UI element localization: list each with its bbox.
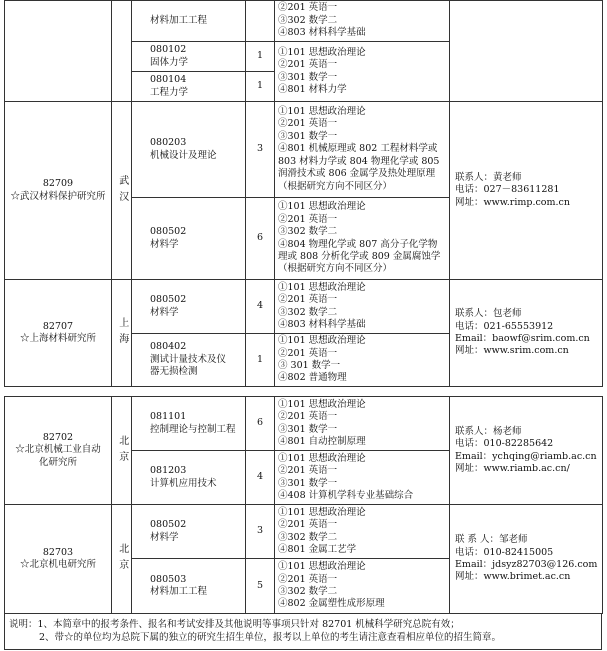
major-cell <box>132 280 246 334</box>
major-name: 材料加工工程 <box>150 586 208 597</box>
subjects-cell <box>275 42 450 102</box>
count-cell: 4 <box>246 280 275 334</box>
subject-line: ④804 物理化学或 807 高分子化学物 <box>278 238 438 250</box>
institute-code: 82703 <box>42 546 74 558</box>
count-cell: 5 <box>246 559 275 614</box>
subject-line: ②201 英语一 <box>278 213 338 225</box>
institute-cell <box>5 280 112 387</box>
institute-cell <box>5 397 112 505</box>
subject-line: ②201 英语一 <box>278 411 338 423</box>
institute-code: 82707 <box>42 320 74 332</box>
major-name: 材料学 <box>150 531 179 543</box>
institute-name: ☆北京机械工业自动化研究所 <box>15 444 101 468</box>
subjects-cell <box>275 198 450 280</box>
contact-email: Email：ychqing@riamb.ac.cn <box>455 450 597 462</box>
major-code: 081101 <box>150 411 187 423</box>
location-cell: 北京 <box>112 505 132 614</box>
admission-table-lower <box>4 396 603 614</box>
subject-line: ②201 英语一 <box>278 294 338 306</box>
major-cell <box>132 102 246 198</box>
institute-cell <box>5 505 112 614</box>
contact-website: 网址：www.rimp.com.cn <box>455 196 570 208</box>
subject-line: ③301 数学一 <box>278 423 338 435</box>
subject-line: ③301 数学一 <box>278 130 338 142</box>
location-cell: 武汉 <box>112 102 132 280</box>
subject-line: ④801 金属工艺学 <box>278 543 357 555</box>
subject-line: ②201 英语一 <box>278 118 338 130</box>
contact-person: 联系人：包老师 <box>455 308 522 320</box>
subjects-cell <box>275 334 450 387</box>
major-name: 材料学 <box>150 238 179 250</box>
major-code: 080102 <box>150 44 187 56</box>
footnote-line: 2、带☆的单位均为总院下属的独立的研究生招生单位，报考以上单位的考生请注意查看相应单位的招生简章。 <box>39 632 502 643</box>
subject-line: ④802 普通物理 <box>278 372 347 384</box>
major-code: 080402 <box>150 341 187 353</box>
major-cell <box>132 42 246 72</box>
subject-line: ①101 思想政治理论 <box>278 561 366 573</box>
contact-person: 联系人：杨老师 <box>455 425 522 437</box>
subject-line: ③302 数学二 <box>278 586 338 597</box>
major-name: 材料加工工程 <box>150 14 208 26</box>
contact-email: Email：baowf@srim.com.cn <box>455 333 590 344</box>
major-cell <box>132 559 246 614</box>
footnote <box>4 613 602 650</box>
contact-cell <box>450 102 603 280</box>
count-cell: 6 <box>246 198 275 280</box>
subjects-cell <box>275 1 450 42</box>
major-name: 固体力学 <box>150 56 189 68</box>
major-name: 工程力学 <box>150 86 189 98</box>
subjects-cell <box>275 102 450 198</box>
institute-cell <box>5 102 112 280</box>
contact-phone: 电话：027－83611281 <box>455 184 560 196</box>
subject-line: ④803 材料科学基础 <box>278 27 366 39</box>
contact-cell <box>450 505 603 614</box>
major-code: 080502 <box>150 226 187 238</box>
count-cell: 1 <box>246 334 275 387</box>
contact-person: 联系人：黄老师 <box>455 171 522 183</box>
location-cell: 北京 <box>112 397 132 505</box>
major-code: 080502 <box>150 519 187 531</box>
subject-line: ③302 数学二 <box>278 306 338 318</box>
contact-email: Email：jdsyz82703@126.com <box>455 559 598 570</box>
subject-line: ④803 材料科学基础 <box>278 318 366 330</box>
contact-website: 网址：www.srim.com.cn <box>455 345 569 357</box>
institute-name: ☆武汉材料保护研究所 <box>10 190 106 202</box>
contact-phone: 电话：021-65553912 <box>455 320 554 332</box>
subject-line: （根据研究方向不同区分） <box>278 180 393 192</box>
subject-line: ③302 数学二 <box>278 14 338 26</box>
contact-phone: 电话：010-82415005 <box>455 546 554 558</box>
major-code: 080502 <box>150 294 187 306</box>
subject-line: ②201 英语一 <box>278 573 338 585</box>
major-name: 控制理论与控制工程 <box>150 423 236 435</box>
major-code: 080104 <box>150 74 187 86</box>
institute-code: 82709 <box>42 178 74 190</box>
subject-line: ①101 思想政治理论 <box>278 281 366 293</box>
subject-line: ④801 材料力学 <box>278 83 347 95</box>
major-cell <box>132 451 246 505</box>
subject-line: ③ 301 数学一 <box>278 360 341 371</box>
subjects-cell <box>275 505 450 559</box>
subject-line: ④802 金属塑性成形原理 <box>278 598 385 610</box>
count-cell: 1 <box>246 42 275 72</box>
footnote-line: 说明：1、本简章中的报考条件、报名和考试安排及其他说明等事项只针对 82701 机械科学研究总院有效； <box>9 619 460 630</box>
major-name: 测试计量技术及仪器无损检测 <box>150 353 227 378</box>
subject-line: ①101 思想政治理论 <box>278 398 366 410</box>
contact-website: 网址：www.brimet.ac.cn <box>455 571 571 583</box>
subjects-cell <box>275 397 450 451</box>
contact-phone: 电话：010-82285642 <box>455 438 554 450</box>
subject-line: ③302 数学二 <box>278 531 338 543</box>
major-cell <box>132 397 246 451</box>
subject-line: 803 材料力学或 804 物理化学或 805 <box>278 155 440 167</box>
contact-person: 联 系 人：邹老师 <box>455 534 528 546</box>
contact-cell <box>450 397 603 505</box>
location-cell: 上海 <box>112 280 132 387</box>
subjects-cell <box>275 451 450 505</box>
subject-line: ①101 思想政治理论 <box>278 46 366 58</box>
count-cell: 3 <box>246 505 275 559</box>
subject-line: ④801 机械原理或 802 工程材料学或 <box>278 143 438 155</box>
major-cell <box>132 72 246 102</box>
subjects-cell <box>275 559 450 614</box>
subject-line: ③302 数学二 <box>278 226 338 238</box>
major-name: 机械设计及理论 <box>150 149 217 161</box>
subject-line: ①101 思想政治理论 <box>278 506 366 518</box>
major-cell <box>132 505 246 559</box>
subject-line: ②201 英语一 <box>278 519 338 531</box>
subject-line: ②201 英语一 <box>278 465 338 477</box>
major-cell <box>132 1 246 42</box>
subject-line: ①101 思想政治理论 <box>278 106 366 118</box>
subjects-cell <box>275 280 450 334</box>
major-code: 080503 <box>150 573 187 585</box>
institute-name: ☆上海材料研究所 <box>19 333 96 344</box>
contact-website: 网址：www.riamb.ac.cn/ <box>455 462 570 474</box>
subject-line: ③301 数学一 <box>278 477 338 489</box>
count-cell: 6 <box>246 397 275 451</box>
major-code: 080203 <box>150 137 187 149</box>
major-cell <box>132 198 246 280</box>
contact-cell <box>450 280 603 387</box>
subject-line: （根据研究方向不同区分） <box>278 263 393 275</box>
subject-line: ④801 自动控制原理 <box>278 435 366 447</box>
subject-line: ①101 思想政治理论 <box>278 201 366 213</box>
subject-line: ②201 英语一 <box>278 347 338 359</box>
count-cell: 4 <box>246 451 275 505</box>
subject-line: ④408 计算机学科专业基础综合 <box>278 489 414 501</box>
subject-line: ①101 思想政治理论 <box>278 452 366 464</box>
institute-cell <box>5 1 112 102</box>
subject-line: 润滑技术或 806 金属学及热处理原理 <box>278 168 436 180</box>
subject-line: ①101 思想政治理论 <box>278 335 366 347</box>
institute-name: ☆北京机电研究所 <box>19 559 96 570</box>
count-cell: 3 <box>246 102 275 198</box>
subject-line: ③301 数学一 <box>278 71 338 83</box>
major-cell <box>132 334 246 387</box>
major-name: 材料学 <box>150 306 179 318</box>
contact-cell <box>450 1 603 102</box>
subject-line: 理或 808 分析化学或 809 金属腐蚀学 <box>278 250 441 262</box>
admission-table-upper <box>4 0 603 387</box>
major-code: 081203 <box>150 465 187 477</box>
count-cell: 1 <box>246 72 275 102</box>
count-cell <box>246 1 275 42</box>
subject-line: ②201 英语一 <box>278 59 338 71</box>
major-name: 计算机应用技术 <box>150 477 217 489</box>
subject-line: ②201 英语一 <box>278 2 338 14</box>
location-cell <box>112 1 132 102</box>
institute-code: 82702 <box>42 431 74 443</box>
